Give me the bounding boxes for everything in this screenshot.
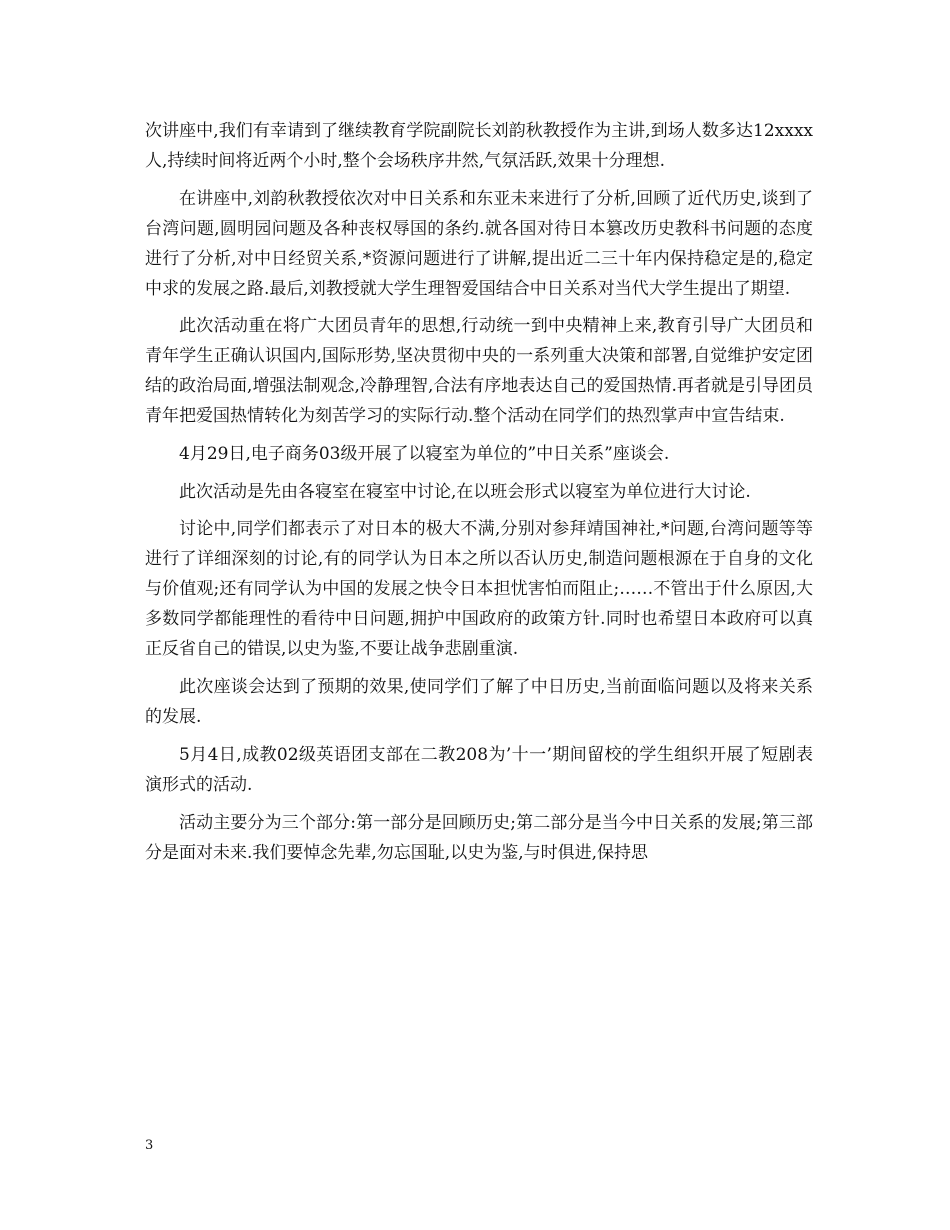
paragraph-symposium-result: 此次座谈会达到了预期的效果,使同学们了解了中日历史,当前面临问题以及将来关系的发展. <box>145 677 813 728</box>
paragraph-discussion-content: 讨论中,同学们都表示了对日本的极大不满,分别对参拜靖国神社,*问题,台湾问题等等进行了详细深刻的讨论,有的同学认为日本之所以否认历史,制造问题根源在于自身的文化与价值观;还有同学认为中国的发展之快令日本担忧害怕而阻止;……不管出于什么原因,大多数同学都能理性的看待中日问题,拥护中国政府的政策方针.同时也希望日本政府可以真正反省自己的错误,以史为鉴,不要让战争悲剧重演. <box>145 519 813 660</box>
paragraph-lecture-intro: 次讲座中,我们有幸请到了继续教育学院副院长刘韵秋教授作为主讲,到场人数多达12xxxx人,持续时间将近两个小时,整个会场秩序井然,气氛活跃,效果十分理想. <box>145 121 813 171</box>
paragraph-discussion-format: 此次活动是先由各寝室在寝室中讨论,在以班会形式以寝室为单位进行大讨论. <box>179 481 751 502</box>
paragraph-activity-parts: 活动主要分为三个部分:第一部分是回顾历史;第二部分是当今中日关系的发展;第三部分是面对未来.我们要悼念先辈,勿忘国耻,以史为鉴,与时俱进,保持思 <box>145 812 813 863</box>
paragraph-april-29: 4月29日,电子商务03级开展了以寝室为单位的”中日关系”座谈会. <box>179 444 670 465</box>
document-body <box>145 116 813 875</box>
paragraph-lecture-content: 在讲座中,刘韵秋教授依次对中日关系和东亚未来进行了分析,回顾了近代历史,谈到了台湾问题,圆明园问题及各种丧权辱国的条约.就各国对待日本篡改历史教科书问题的态度进行了分析,对中日经贸关系,*资源问题进行了讲解,提出近二三十年内保持稳定是的,稳定中求的发展之路.最后,刘教授就大学生理智爱国结合中日关系对当代大学生提出了期望. <box>145 188 813 299</box>
page-number: 3 <box>145 1138 154 1153</box>
paragraph-activity-purpose: 此次活动重在将广大团员青年的思想,行动统一到中央精神上来,教育引导广大团员和青年学生正确认识国内,国际形势,坚决贯彻中央的一系列重大决策和部署,自觉维护安定团结的政治局面,增强法制观念,冷静理智,合法有序地表达自己的爱国热情.再者就是引导团员青年把爱国热情转化为刻苦学习的实际行动.整个活动在同学们的热烈掌声中宣告结束. <box>145 316 813 427</box>
paragraph-may-4: 5月4日,成教02级英语团支部在二教208为’十一’期间留校的学生组织开展了短剧表演形式的活动. <box>145 744 813 795</box>
